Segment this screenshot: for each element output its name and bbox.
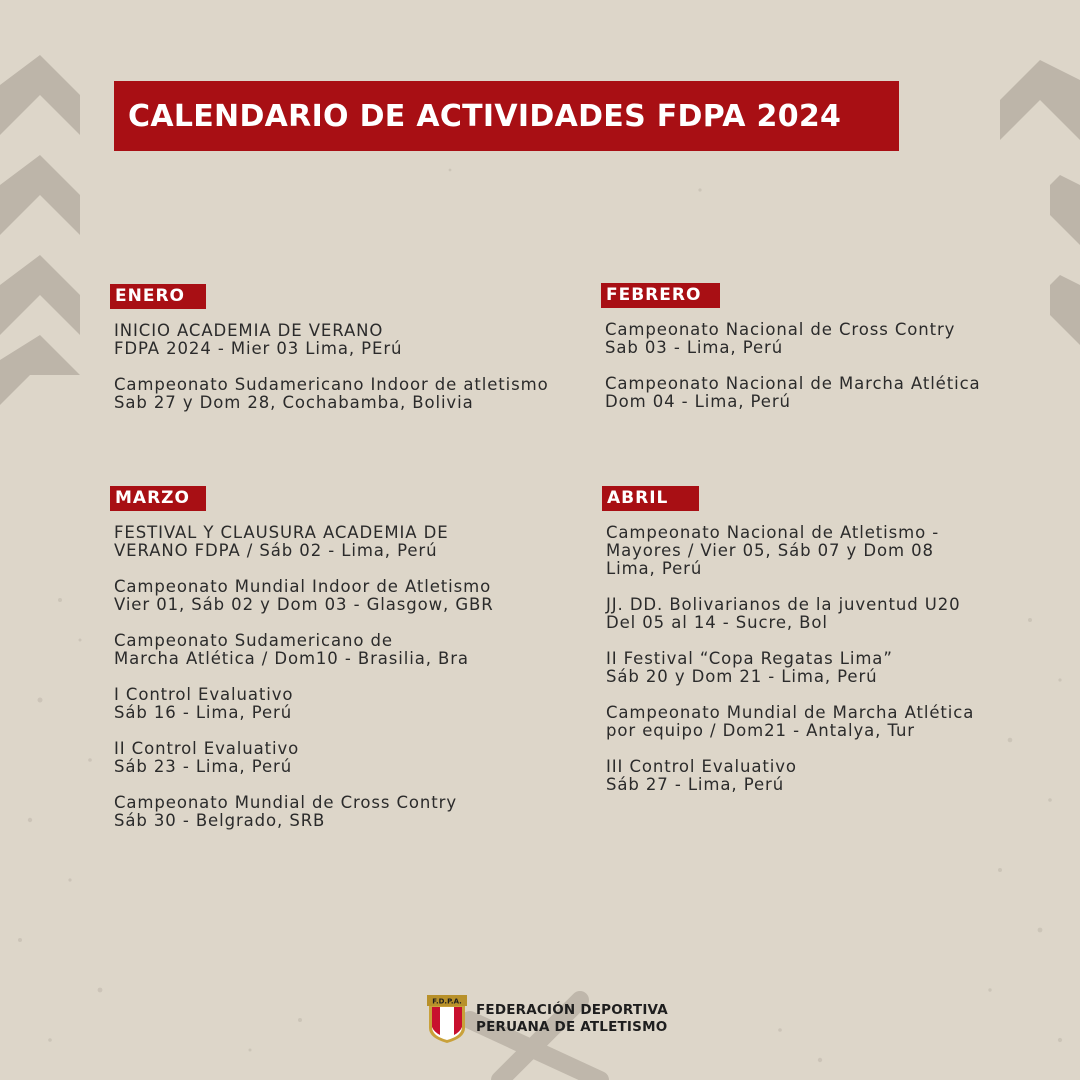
month-section-enero [110, 284, 590, 430]
event-item: JJ. DD. Bolivarianos de la juventud U20 Del 05 al 14 - Sucre, Bol [606, 595, 961, 632]
chevron-left-3 [0, 255, 80, 335]
event-item: Campeonato Mundial Indoor de Atletismo Vier 01, Sáb 02 y Dom 03 - Glasgow, GBR [114, 577, 494, 614]
event-item: FESTIVAL Y CLAUSURA ACADEMIA DE VERANO FDPA / Sáb 02 - Lima, Perú [114, 523, 449, 560]
footer-branding [426, 994, 668, 1044]
fdpa-shield-logo [426, 994, 468, 1044]
event-item: Campeonato Nacional de Marcha Atlética Dom 04 - Lima, Perú [605, 374, 981, 411]
event-list-febrero [601, 321, 1080, 411]
event-item: Campeonato Mundial de Cross Contry Sáb 30 - Belgrado, SRB [114, 793, 457, 830]
chevron-left-4 [0, 335, 80, 405]
event-item: Campeonato Nacional de Atletismo - Mayores / Vier 05, Sáb 07 y Dom 08 Lima, Perú [606, 523, 940, 578]
event-item: INICIO ACADEMIA DE VERANO FDPA 2024 - Mier 03 Lima, PErú [114, 321, 403, 358]
event-item: Campeonato Mundial de Marcha Atlética por equipo / Dom21 - Antalya, Tur [606, 703, 975, 740]
month-label-enero: ENERO [110, 284, 206, 309]
event-item: II Festival “Copa Regatas Lima” Sáb 20 y Dom 21 - Lima, Perú [606, 649, 893, 686]
event-list-marzo [110, 524, 590, 830]
event-list-abril [602, 524, 1080, 794]
org-name [476, 1002, 668, 1036]
org-name-line-2: PERUANA DE ATLETISMO [476, 1019, 668, 1035]
event-item: I Control Evaluativo Sáb 16 - Lima, Perú [114, 685, 294, 722]
month-label-abril: ABRIL [602, 486, 699, 511]
chevron-left-1 [0, 55, 80, 135]
event-item: III Control Evaluativo Sáb 27 - Lima, Perú [606, 757, 797, 794]
month-label-febrero: FEBRERO [601, 283, 720, 308]
org-name-line-1: FEDERACIÓN DEPORTIVA [476, 1002, 668, 1018]
month-section-febrero [601, 283, 1080, 429]
chevron-left-2 [0, 155, 80, 235]
chevron-right-1 [1000, 60, 1080, 140]
chevron-right-2 [1050, 175, 1080, 245]
month-section-abril [602, 486, 1080, 812]
page-title: CALENDARIO DE ACTIVIDADES FDPA 2024 [114, 81, 899, 151]
event-item: II Control Evaluativo Sáb 23 - Lima, Perú [114, 739, 300, 776]
month-label-marzo: MARZO [110, 486, 206, 511]
event-item: Campeonato Sudamericano Indoor de atletismo Sab 27 y Dom 28, Cochabamba, Bolivia [114, 375, 549, 412]
month-section-marzo [110, 486, 590, 848]
event-list-enero [110, 322, 590, 412]
logo-text: F.D.P.A. [432, 997, 462, 1006]
event-item: Campeonato Sudamericano de Marcha Atlética / Dom10 - Brasilia, Bra [114, 631, 469, 668]
event-item: Campeonato Nacional de Cross Contry Sab 03 - Lima, Perú [605, 320, 956, 357]
